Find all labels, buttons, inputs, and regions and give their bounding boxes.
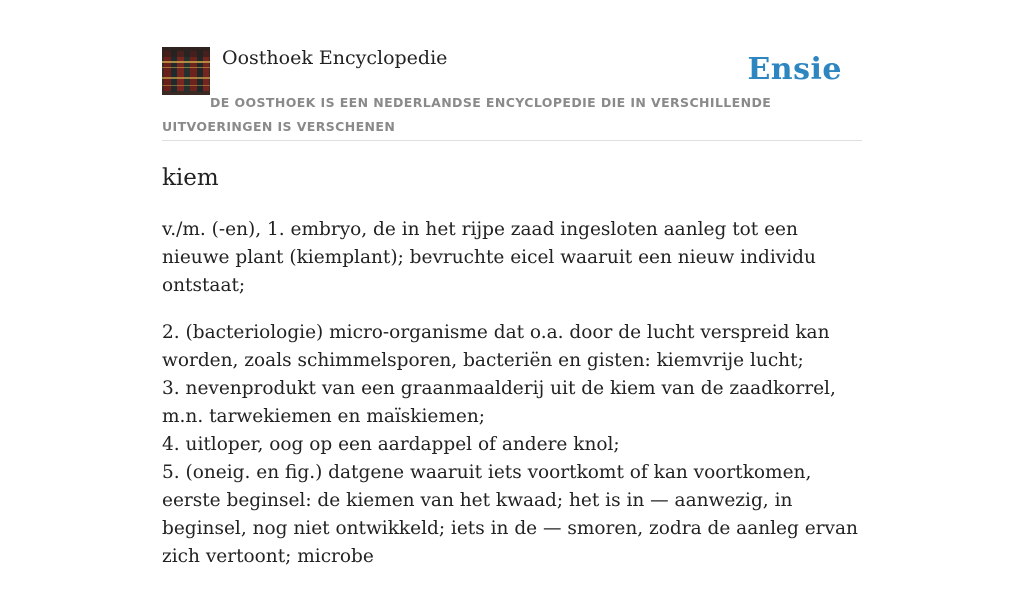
definition-item: 3. nevenprodukt van een graanmaalderij uit de kiem van de zaadkorrel, m.n. tarwekiemen en maïskiemen; [162,378,836,427]
brand-logo[interactable]: Ensie [747,52,842,87]
article-body [162,216,866,590]
definition-paragraph: v./m. (-en), 1. embryo, de in het rijpe zaad ingesloten aanleg tot een nieuwe plant (kiemplant); bevruchte eicel waaruit een nieuw individu ontstaat; [162,219,816,296]
definition-list [162,319,866,571]
site-tagline: DE OOSTHOEK IS EEN NEDERLANDSE ENCYCLOPEDIE DIE IN VERSCHILLENDE UITVOERINGEN IS VERSCHENEN [162,95,772,134]
definition-item: 2. (bacteriologie) micro-organisme dat o.a. door de lucht verspreid kan worden, zoals schimmelsporen, bacteriën en gisten: kiemvrije lucht; [162,322,830,371]
site-name[interactable]: Oosthoek Encyclopedie [222,47,448,69]
definition-item: 4. uitloper, oog op een aardappel of andere knol; [162,434,620,455]
site-header [162,46,862,141]
encyclopedia-books-icon[interactable] [162,47,210,95]
article-title: kiem [162,165,219,191]
definition-item: 5. (oneig. en fig.) datgene waaruit iets voortkomt of kan voortkomen, eerste beginsel: de kiemen van het kwaad; het is in — aanwezig, in beginsel, nog niet ontwikkeld; iets in de — smoren, zodra de aanleg ervan zich vertoont; microbe [162,462,858,567]
